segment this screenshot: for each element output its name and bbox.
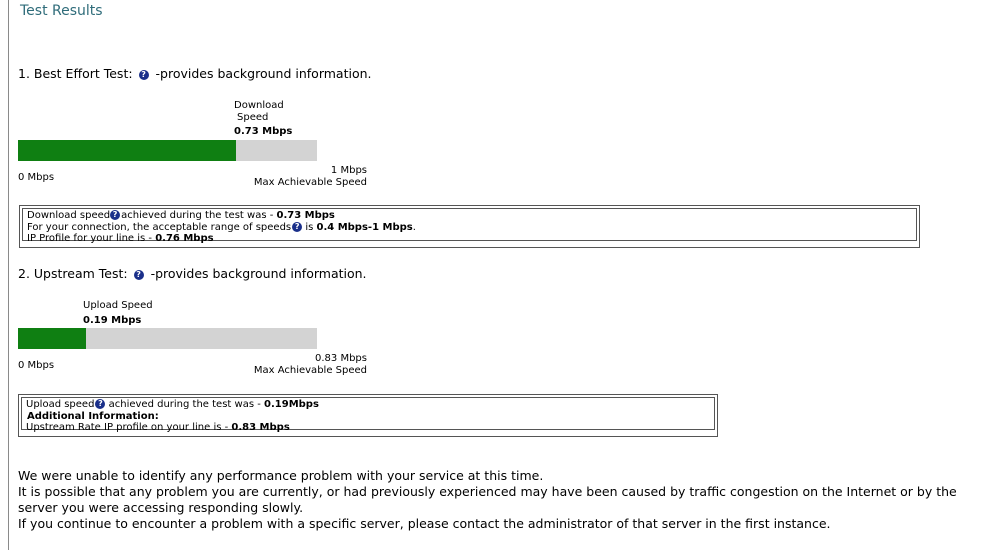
- download-info-box: [19, 205, 920, 248]
- summary-line1: We were unable to identify any performance problem with your service at this time.: [18, 468, 544, 483]
- upstream-ip-profile-value: 0.83 Mbps: [231, 422, 290, 433]
- download-axis-max-value: 1 Mbps: [330, 165, 367, 176]
- upload-speed-bar: [18, 328, 317, 349]
- upload-info-value: 0.19Mbps: [264, 399, 319, 410]
- download-info-line3: IP Profile for your line is - 0.76 Mbps: [27, 233, 214, 244]
- upload-axis-max-label: Max Achievable Speed: [253, 365, 367, 376]
- download-label-line2: Speed: [237, 112, 269, 123]
- question-help-icon[interactable]: ?: [292, 222, 302, 232]
- upstream-heading-label: 2. Upstream Test:: [18, 266, 128, 281]
- download-axis-max-label: Max Achievable Speed: [253, 177, 367, 188]
- download-speed-bar-fill: [18, 140, 236, 161]
- download-info-value: 0.73 Mbps: [276, 210, 335, 221]
- acceptable-range-value: 0.4 Mbps-1 Mbps: [316, 221, 413, 233]
- question-help-icon[interactable]: ?: [95, 399, 105, 409]
- upload-info-line3: Upstream Rate IP profile on your line is - 0.83 Mbps: [26, 422, 290, 433]
- upload-label-text: Upload Speed: [83, 300, 153, 311]
- page-title: Test Results: [20, 3, 103, 19]
- download-speed-label: [234, 100, 292, 138]
- summary-line3: If you continue to encounter a problem with a specific server, please contact the administrator of that server in the first instance.: [18, 516, 831, 531]
- upload-info-box: [18, 394, 718, 437]
- question-help-icon[interactable]: ?: [110, 210, 120, 220]
- download-speed-value: 0.73 Mbps: [234, 126, 293, 137]
- upload-axis-max-value: 0.83 Mbps: [315, 353, 367, 364]
- question-help-icon[interactable]: ?: [134, 270, 144, 280]
- upstream-heading: [18, 266, 367, 281]
- additional-info-heading: Additional Information:: [27, 410, 159, 422]
- download-label-line1: Download: [234, 100, 284, 111]
- upload-axis-min: 0 Mbps: [18, 360, 55, 371]
- download-info-line2: For your connection, the acceptable range of speeds ? is 0.4 Mbps-1 Mbps.: [27, 221, 416, 233]
- best-effort-heading-label: 1. Best Effort Test:: [18, 66, 133, 81]
- download-axis-min: 0 Mbps: [18, 172, 55, 183]
- download-info-line1: Download speed ? achieved during the test was - 0.73 Mbps: [27, 210, 335, 221]
- best-effort-heading-suffix: -provides background information.: [155, 66, 372, 81]
- left-border: [8, 0, 9, 550]
- upload-speed-value: 0.19 Mbps: [83, 315, 142, 326]
- download-speed-bar: [18, 140, 317, 161]
- summary-line2: It is possible that any problem you are currently, or had previously experienced may have been caused by traffic congestion on the Internet or by the server you were accessing responding slowly.: [18, 484, 957, 515]
- upload-speed-label: [83, 300, 153, 327]
- ip-profile-value: 0.76 Mbps: [155, 233, 214, 244]
- best-effort-heading: [18, 66, 372, 81]
- question-help-icon[interactable]: ?: [139, 70, 149, 80]
- upload-axis-max: [217, 353, 367, 377]
- download-axis-max: [217, 165, 367, 189]
- upstream-heading-suffix: -provides background information.: [150, 266, 367, 281]
- upload-speed-bar-fill: [18, 328, 86, 349]
- upload-info-line1: Upload speed ? achieved during the test was - 0.19Mbps: [26, 399, 319, 410]
- summary-message: [18, 468, 996, 532]
